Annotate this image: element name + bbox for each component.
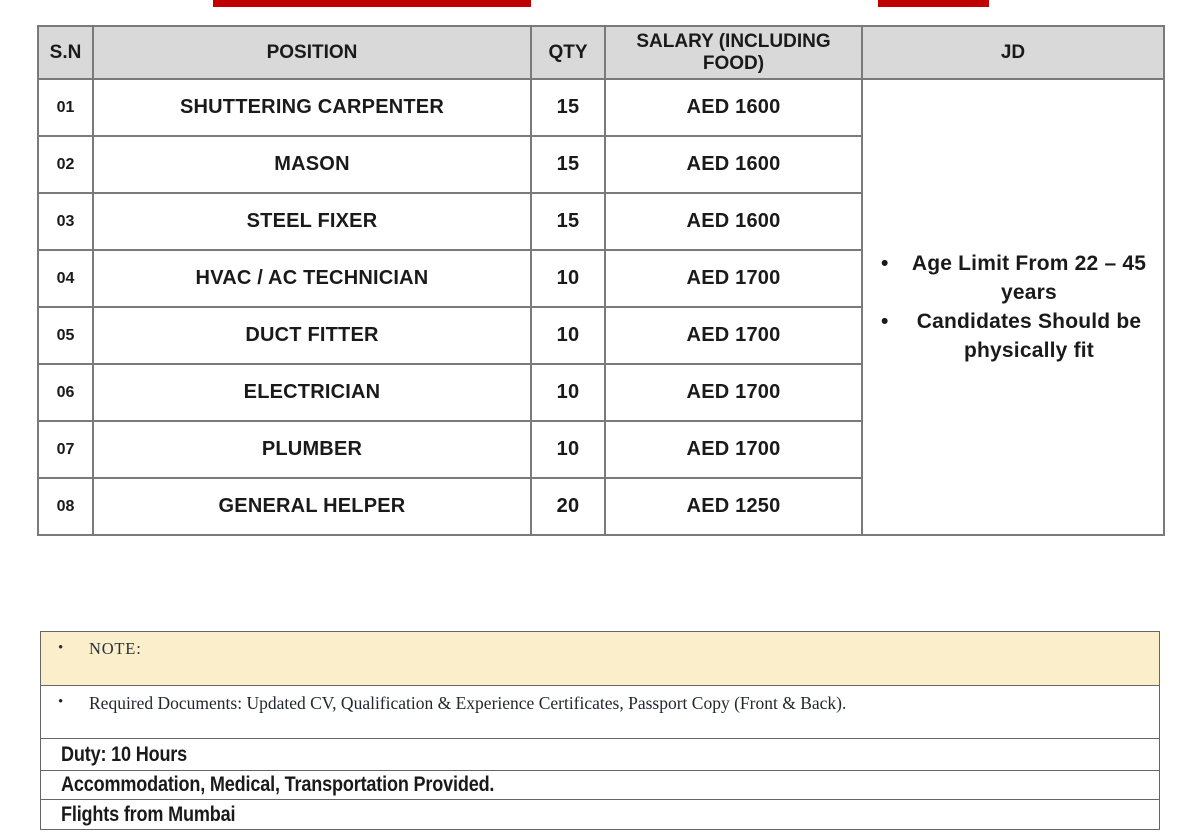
cell-position: HVAC / AC TECHNICIAN	[93, 250, 531, 307]
top-red-bar-right	[878, 0, 989, 7]
jd-notes	[863, 249, 1159, 365]
duty-text: Duty: 10 Hours	[61, 742, 188, 766]
cell-salary: AED 1700	[605, 364, 862, 421]
cell-position: SHUTTERING CARPENTER	[93, 79, 531, 136]
accommodation-text: Accommodation, Medical, Transportation Provided.	[61, 773, 495, 796]
cell-sn: 08	[38, 478, 93, 535]
bullet-icon: •	[58, 640, 65, 656]
cell-salary: AED 1250	[605, 478, 862, 535]
cell-sn: 01	[38, 79, 93, 136]
cell-position: ELECTRICIAN	[93, 364, 531, 421]
cell-qty: 10	[531, 307, 605, 364]
note-label: NOTE:	[89, 639, 142, 658]
cell-qty: 15	[531, 79, 605, 136]
cell-sn: 06	[38, 364, 93, 421]
cell-salary: AED 1600	[605, 136, 862, 193]
cell-qty: 15	[531, 136, 605, 193]
cell-qty: 15	[531, 193, 605, 250]
cell-sn: 02	[38, 136, 93, 193]
jd-note-item	[881, 249, 1159, 307]
header-jd: JD	[862, 26, 1164, 79]
note-line	[41, 632, 1159, 659]
bullet-icon: •	[58, 693, 64, 710]
required-documents-text: Required Documents: Updated CV, Qualification & Experience Certificates, Passport Copy (Front & Back).	[89, 692, 847, 713]
cell-salary: AED 1600	[605, 193, 862, 250]
table-header-row	[38, 26, 1164, 79]
cell-salary: AED 1700	[605, 307, 862, 364]
required-documents-line	[41, 686, 1159, 714]
cell-qty: 20	[531, 478, 605, 535]
header-salary: SALARY (INCLUDING FOOD)	[605, 26, 862, 79]
note-box	[40, 631, 1160, 686]
vacancy-table	[37, 25, 1165, 536]
cell-qty: 10	[531, 250, 605, 307]
notes-section	[40, 631, 1160, 830]
flights-text: Flights from Mumbai	[61, 802, 236, 826]
required-documents-box	[40, 685, 1160, 740]
cell-sn: 04	[38, 250, 93, 307]
duty-row	[40, 738, 1160, 771]
cell-salary: AED 1700	[605, 250, 862, 307]
jd-note-text: Candidates Should be physically fit	[916, 310, 1142, 362]
cell-salary: AED 1700	[605, 421, 862, 478]
header-position: POSITION	[93, 26, 531, 79]
top-red-bar-left	[213, 0, 531, 7]
cell-qty: 10	[531, 421, 605, 478]
bullet-icon: •	[881, 310, 889, 333]
cell-position: DUCT FITTER	[93, 307, 531, 364]
cell-qty: 10	[531, 364, 605, 421]
cell-salary: AED 1600	[605, 79, 862, 136]
cell-position: GENERAL HELPER	[93, 478, 531, 535]
table-row	[38, 79, 1164, 136]
header-sn: S.N	[38, 26, 93, 79]
jd-note-item	[881, 307, 1159, 365]
cell-sn: 03	[38, 193, 93, 250]
header-qty: QTY	[531, 26, 605, 79]
bullet-icon: •	[881, 252, 889, 275]
cell-sn: 05	[38, 307, 93, 364]
cell-jd	[862, 79, 1164, 535]
cell-position: STEEL FIXER	[93, 193, 531, 250]
cell-sn: 07	[38, 421, 93, 478]
accommodation-row	[40, 770, 1160, 801]
flights-row	[40, 799, 1160, 830]
cell-position: PLUMBER	[93, 421, 531, 478]
cell-position: MASON	[93, 136, 531, 193]
jd-note-text: Age Limit From 22 – 45 years	[911, 252, 1147, 304]
